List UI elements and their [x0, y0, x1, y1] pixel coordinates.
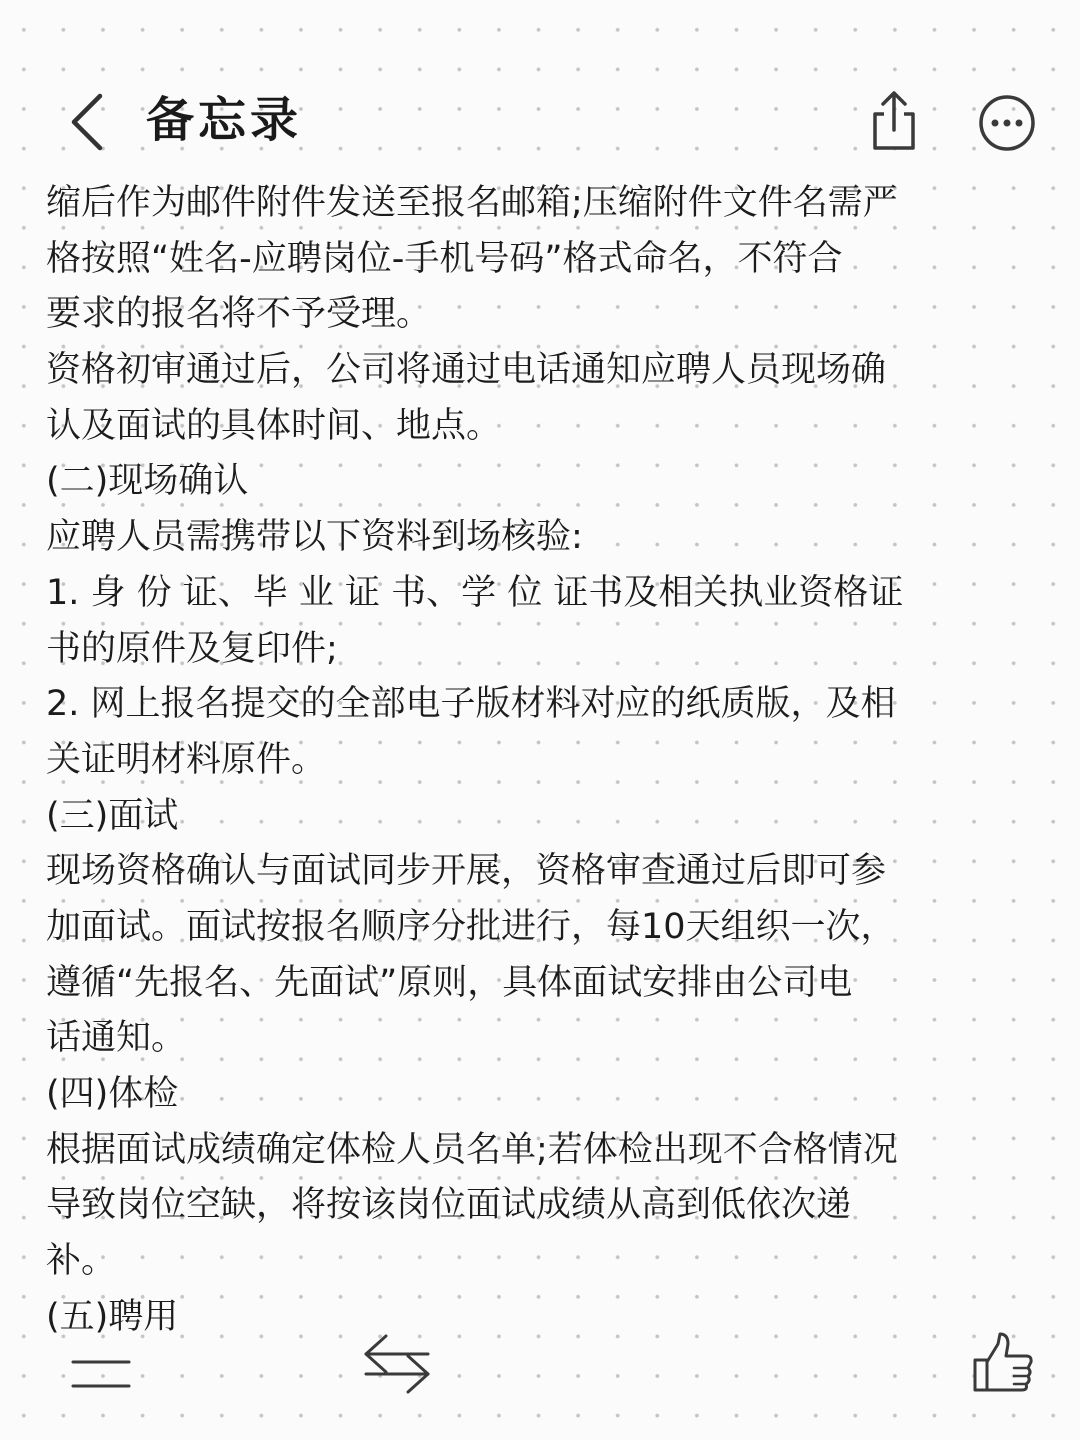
menu-icon: [70, 1348, 132, 1392]
note-line: 书的原件及复印件;: [46, 628, 338, 669]
top-bar: [0, 70, 1080, 170]
section-heading: (三)面试: [46, 795, 179, 836]
more-button[interactable]: [978, 94, 1036, 152]
note-line: 加面试。面试按报名顺序分批进行，每10天组织一次，: [46, 906, 896, 947]
note-line: 遵循“先报名、先面试”原则，具体面试安排由公司电: [46, 962, 853, 1003]
note-line: 根据面试成绩确定体检人员名单;若体检出现不合格情况: [46, 1129, 898, 1170]
note-line: 1. 身 份 证、毕 业 证 书、学 位 证书及相关执业资格证: [46, 572, 904, 613]
note-line: 认及面试的具体时间、地点。: [46, 405, 502, 446]
note-line: 格按照“姓名-应聘岗位-手机号码”格式命名，不符合: [46, 238, 843, 279]
back-button[interactable]: [60, 90, 120, 154]
note-line: 话通知。: [46, 1018, 187, 1059]
more-icon: [978, 94, 1036, 152]
note-line: 资格初审通过后，公司将通过电话通知应聘人员现场确: [46, 350, 887, 391]
like-button[interactable]: [970, 1330, 1036, 1396]
note-line: 现场资格确认与面试同步开展，资格审查通过后即可参: [46, 851, 887, 892]
bottom-bar: [0, 1320, 1080, 1420]
note-line: 导致岗位空缺，将按该岗位面试成绩从高到低依次递: [46, 1185, 852, 1226]
section-heading: (五)聘用: [46, 1296, 179, 1337]
section-heading: (二)现场确认: [46, 461, 249, 502]
chevron-left-icon: [60, 90, 120, 154]
share-button[interactable]: [866, 88, 922, 154]
swap-icon: [360, 1332, 434, 1396]
swap-button[interactable]: [360, 1332, 434, 1396]
section-heading: (四)体检: [46, 1074, 179, 1114]
thumbs-up-icon: [970, 1330, 1036, 1396]
note-line: 应聘人员需携带以下资料到场核验:: [46, 517, 583, 558]
share-icon: [866, 88, 922, 154]
note-line: 关证明材料原件。: [46, 739, 327, 780]
note-line: 补。: [46, 1241, 117, 1282]
note-line: 要求的报名将不予受理。: [46, 294, 432, 335]
page-title: 备忘录: [146, 92, 303, 148]
note-body[interactable]: [46, 176, 1036, 1345]
note-line: 2. 网上报名提交的全部电子版材料对应的纸质版，及相: [46, 684, 896, 725]
menu-button[interactable]: [70, 1348, 132, 1392]
note-line: 缩后作为邮件附件发送至报名邮箱;压缩附件文件名需严: [46, 183, 898, 223]
